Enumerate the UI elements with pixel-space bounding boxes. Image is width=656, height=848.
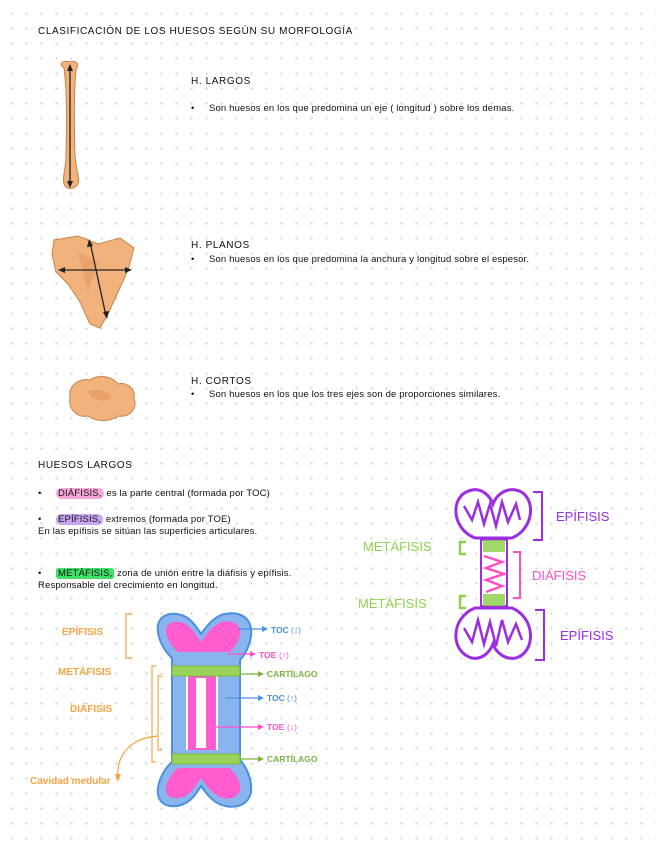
toc-label-1: TOC <box>271 625 289 635</box>
flat-bones-description <box>191 254 571 266</box>
metafisis-label: METÁFISIS <box>58 667 112 678</box>
diafisis-label: DIÁFISIS <box>70 704 113 715</box>
epifisis-text: extremos (formada por TOE) <box>103 514 231 525</box>
bullet: • <box>38 514 42 525</box>
flat-bone-image <box>48 232 140 332</box>
toe-label-2: TOE <box>267 722 285 732</box>
metafisis-top-label: METÁFISIS <box>363 539 432 554</box>
diafisis-text: es la parte central (formada por TOC) <box>103 488 270 499</box>
toe-label-1: TOE <box>259 650 277 660</box>
toe-arrow-1: (↑) <box>279 650 289 660</box>
bullet: • <box>38 488 42 499</box>
toc-arrow-1: (↓) <box>291 625 301 635</box>
flat-bones-heading: H. PLANOS <box>191 240 250 251</box>
epifisis-top-label: EPÍFISIS <box>556 509 610 524</box>
short-bones-heading: H. CORTOS <box>191 376 252 387</box>
diafisis-label: DIÁFISIS <box>532 568 587 583</box>
toc-arrow-2: (↑) <box>287 693 297 703</box>
epifisis-label: EPÍFISIS <box>62 627 104 638</box>
metafisis-item <box>38 568 378 592</box>
epifisis-item <box>38 514 368 538</box>
short-bones-text: Son huesos en los que los tres ejes son de proporciones similares. <box>209 389 501 400</box>
long-bones-text: Son huesos en los que predomina un eje ( longitud ) sobre los demas. <box>209 103 515 114</box>
toc-label-2: TOC <box>267 693 285 703</box>
metafisis-text: zona de unión entre la diáfisis y epífisis. <box>114 568 292 579</box>
toe-arrow-2: (↓) <box>287 722 297 732</box>
bone-structure-diagram <box>28 608 328 833</box>
metafisis-bottom-label: METÁFISIS <box>358 596 427 611</box>
epifisis-term: EPÍFISIS, <box>58 514 102 525</box>
long-bone-image <box>40 60 100 195</box>
page-title: CLASIFICACIÓN DE LOS HUESOS SEGÚN SU MORFOLOGÍA <box>38 26 353 37</box>
cartilago-label-2: CARTÍLAGO <box>267 754 318 764</box>
epifisis-bottom-label: EPÍFISIS <box>560 628 614 643</box>
short-bones-description <box>191 389 631 401</box>
short-bone-image <box>64 372 140 424</box>
diafisis-item <box>38 488 368 500</box>
epifisis-line2: En las epífisis se sitúan las superficies articulares. <box>38 526 258 537</box>
flat-bones-text: Son huesos en los que predomina la anchura y longitud sobre el espesor. <box>209 254 530 265</box>
long-bones-description <box>191 103 631 115</box>
bullet: • <box>38 568 42 579</box>
bullet: • <box>191 389 195 400</box>
metafisis-line2: Responsable del crecimiento en longitud. <box>38 580 218 591</box>
bullet: • <box>191 254 195 265</box>
diafisis-term: DIÁFISIS, <box>58 488 102 499</box>
bullet: • <box>191 103 195 114</box>
cartilago-label-1: CARTÍLAGO <box>267 669 318 679</box>
colored-bone-diagram <box>350 480 630 665</box>
cavidad-medular-label: Cavidad medular <box>30 776 111 787</box>
long-bones-heading: H. LARGOS <box>191 76 251 87</box>
long-bones-section-heading: HUESOS LARGOS <box>38 460 133 471</box>
metafisis-term: METÁFISIS, <box>58 568 113 579</box>
